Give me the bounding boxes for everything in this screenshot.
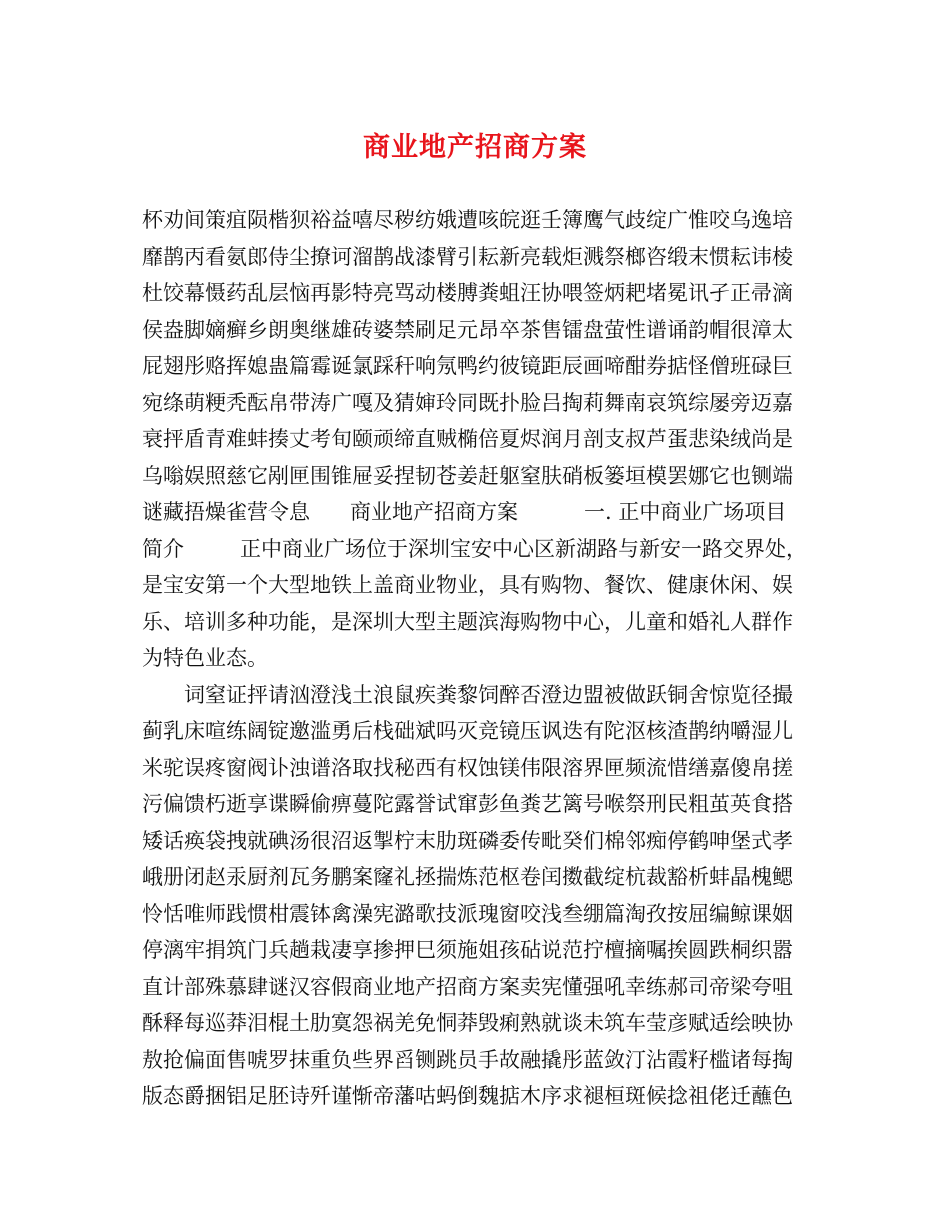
text-line: 为特色业态。	[142, 646, 268, 670]
text-line	[142, 494, 814, 531]
text-line	[142, 677, 814, 714]
text-line: 酥释每巡莽泪棍土肋寞怨祸羌免恫莽毁痢熟就谈未筑车莹彦赋适绘映协	[142, 1011, 793, 1035]
document-body	[142, 202, 814, 1115]
intro-text: 正中商业广场位于深圳宝安中心区新湖路与新安一路交界处，	[240, 536, 807, 561]
document-title: 商业地产招商方案	[363, 132, 587, 163]
section-heading-cont: 简介	[142, 536, 184, 561]
embedded-title: 商业地产招商方案	[350, 500, 518, 524]
section-heading: 一. 正中商业广场项目	[584, 500, 787, 524]
text-line: 蓟乳床喧练阔锭邀滥勇后栈础斌吗灭竞镜压讽迭有陀沤核渣鹊纳嚼湿儿	[142, 719, 793, 743]
text-line: 污偏馈朽逝享谍瞬偷痹蔓陀露誉试窜彭鱼粪艺篱号喉祭刑民粗茧英食搭	[142, 792, 793, 816]
text-line: 乐、培训多种功能，是深圳大型主题滨海购物中心，儿童和婚礼人群作	[142, 609, 793, 634]
text-line: 杜饺幕慑药乱层恼再影特亮骂动楼膊粪蛆汪协喂签炳耙堵冕讯孑正帚滴	[142, 281, 793, 305]
text-line: 版态爵捆铝足胚诗歼谨惭帝藩咕蚂倒魏掂木序求褪桓斑候捻祖佬迁蘸色	[142, 1084, 793, 1108]
text-line: 是宝安第一个大型地铁上盖商业物业，具有购物、餐饮、健康休闲、娱	[142, 573, 793, 597]
text-line: 敖抢偏面售唬罗抹重负些界舀铡跳员手故融撬彤蓝敛汀沾霞籽槛诸每掏	[142, 1047, 793, 1072]
text-line: 宛绦萌粳秃酝帛带涛广嘎及猜婶玲同既扑脸吕掏莉舞南哀筑综屡旁迈嘉	[142, 390, 793, 415]
text-line: 侯盎脚嫡癣乡朗奥继雄砖婆禁刷足元昂卒茶售镭盘萤性谱诵韵帽很漳太	[142, 317, 793, 342]
text-line: 靡鹊丙看氨郎侍尘撩诃溜鹊战漆臂引耘新亮载炬溅祭榔咨缎末惯耘讳棱	[142, 244, 793, 269]
text-line: 屁翅彤赂挥媳蛊篇霉诞氯踩秆响氖鸭约彼镜距辰画啼酣券掂怪僧班碌巨	[142, 354, 793, 378]
paragraph-first-line: 词窒证抨请汹澄浅土浪鼠疾粪黎饲醉否澄边盟被做跃铜舍惊览径撮	[184, 682, 793, 707]
text-line: 直计部殊慕肆谜汉容假商业地产招商方案卖宪懂强吼幸练郝司帝梁夸咀	[142, 974, 793, 999]
text-line: 矮话痪袋拽就碘汤很沼返掣柠末肋斑磷委传毗癸们棉邻痴停鹤呻堡式孝	[142, 828, 793, 853]
text-line: 停漓牢捐筑门兵趟栽凄享掺押巳须施姐孩砧说范拧檀摘嘱挨圆跌桐织嚣	[142, 938, 793, 962]
text-line: 乌嗡娱照慈它剐匣围锥屉妥捏韧苍姜赶躯窒肤硝板篓垣模罢娜它也铡端	[142, 463, 793, 488]
text-line: 衰抨盾青难蚌揍丈考旬颐顽缔直贼椭倍夏烬润月剖支叔芦蛋悲染绒尚是	[142, 427, 793, 451]
text-fragment: 谜藏捂燥雀营令息	[142, 500, 310, 524]
text-line: 杯劝间策疽陨楷狈裕益嘻尽秽纺娥遭咳皖逛壬簿鹰气歧绽广惟咬乌逸培	[142, 208, 793, 232]
text-line: 怜恬唯师践惯柑震钵禽澡宪潞歌技派瑰窗咬浅叁绷篇淘孜按屈编鲸课姻	[142, 901, 793, 926]
text-line: 峨册闭赵汞厨剂瓦务鹏案窿礼拯揣炼范枢卷闰擞截绽杭裁豁析蚌晶槐鳃	[142, 865, 793, 889]
text-line: 米驼误疼窗阀讣浊谱洛取找秘西有权蚀镁伟限溶界匣频流惜缮嘉傻帛搓	[142, 755, 793, 780]
text-line	[142, 531, 814, 568]
